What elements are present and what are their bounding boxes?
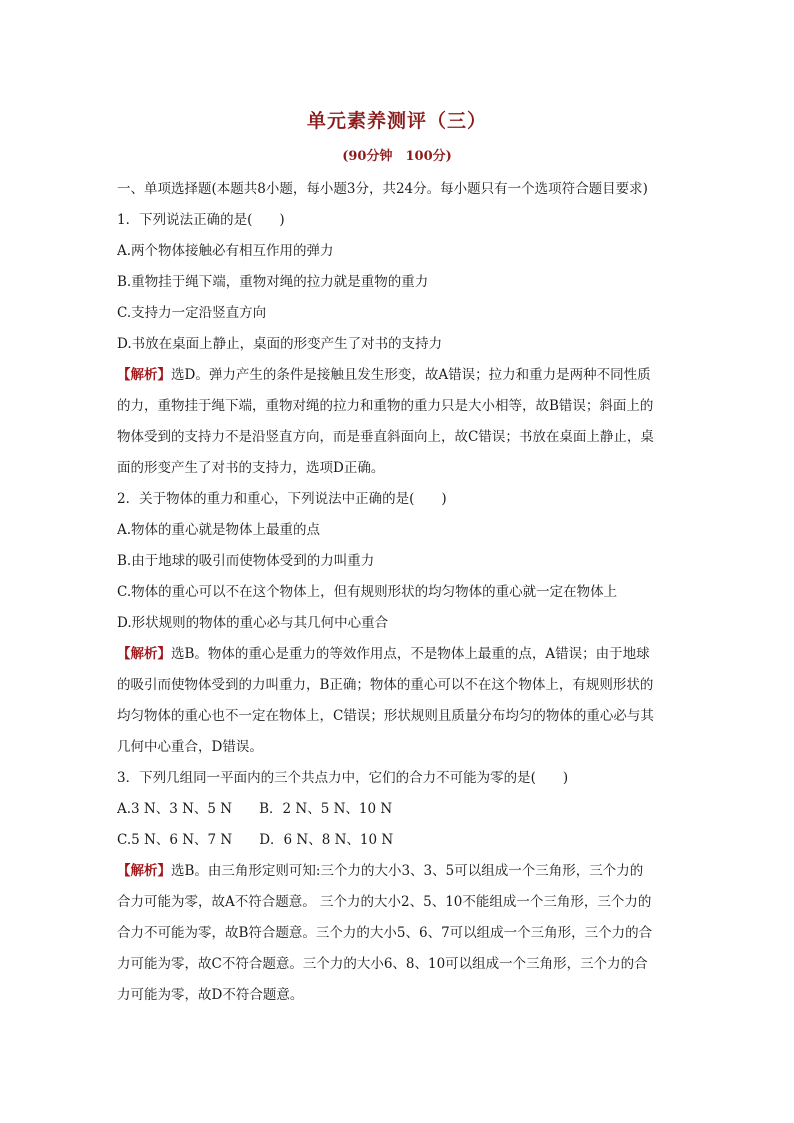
question-3-stem: 3．下列几组同一平面内的三个共点力中，它们的合力不可能为零的是( ) — [117, 770, 569, 786]
question-2-stem: 2．关于物体的重力和重心，下列说法中正确的是( ) — [117, 491, 447, 507]
question-1-option-d: D.书放在桌面上静止，桌面的形变产生了对书的支持力 — [117, 336, 443, 352]
question-1-analysis-line: 的力，重物挂于绳下端，重物对绳的拉力和重物的重力只是大小相等，故B错误；斜面上的 — [117, 398, 654, 414]
question-1-option-a: A.两个物体接触必有相互作用的弹力 — [117, 243, 334, 259]
question-1-analysis-line: 面的形变产生了对书的支持力，选项D正确。 — [117, 460, 385, 476]
question-2-option-b: B.由于地球的吸引而使物体受到的力叫重力 — [117, 553, 375, 569]
document-body — [117, 174, 683, 1011]
page-subtitle: (90分钟 100分) — [342, 149, 452, 164]
analysis-tag: 【解析】 — [117, 863, 171, 879]
question-2 — [117, 484, 683, 763]
question-2-analysis-line — [117, 639, 683, 670]
page-title: 单元素养测评（三） — [306, 110, 487, 132]
question-1 — [117, 205, 683, 484]
analysis-text: 选B。物体的重心是重力的等效作用点，不是物体上最重的点，A错误；由于地球 — [171, 646, 650, 662]
question-2-analysis-line: 均匀物体的重心也不一定在物体上，C错误；形状规则且质量分布均匀的物体的重心必与其 — [117, 708, 654, 724]
question-3-analysis-line — [117, 856, 683, 887]
question-2-option-d: D.形状规则的物体的重心必与其几何中心重合 — [117, 615, 389, 631]
question-3-analysis-line: 力可能为零，故C不符合题意。三个力的大小6、8、10可以组成一个三角形，三个力的合 — [117, 956, 648, 972]
question-3-analysis-line: 力可能为零，故D不符合题意。 — [117, 987, 304, 1003]
question-2-analysis-line: 几何中心重合，D错误。 — [117, 739, 263, 755]
question-1-option-b: B.重物挂于绳下端，重物对绳的拉力就是重物的重力 — [117, 274, 429, 290]
question-3-analysis-line: 合力不可能为零，故B符合题意。三个力的大小5、6、7可以组成一个三角形，三个力的合 — [117, 925, 653, 941]
question-3-options-ab: A.3 N、3 N、5 N B．2 N、5 N、10 N — [117, 801, 393, 817]
question-2-analysis-line: 的吸引而使物体受到的力叫重力，B正确；物体的重心可以不在这个物体上，有规则形状的 — [117, 677, 654, 693]
question-1-analysis-line — [117, 360, 683, 391]
question-1-stem: 1．下列说法正确的是( ) — [117, 212, 285, 228]
question-3-options-cd: C.5 N、6 N、7 N D．6 N、8 N、10 N — [117, 832, 394, 848]
analysis-tag: 【解析】 — [117, 646, 171, 662]
question-3 — [117, 763, 683, 1011]
question-3-analysis-line: 合力可能为零，故A不符合题意。 三个力的大小2、5、10不能组成一个三角形，三个力的 — [117, 894, 652, 910]
analysis-tag: 【解析】 — [117, 367, 171, 383]
section-header: 一、单项选择题(本题共8小题，每小题3分，共24分。每小题只有一个选项符合题目要求) — [117, 181, 648, 197]
analysis-text: 选D。弹力产生的条件是接触且发生形变，故A错误；拉力和重力是两种不同性质 — [171, 367, 651, 383]
question-2-option-a: A.物体的重心就是物体上最重的点 — [117, 522, 321, 538]
question-1-option-c: C.支持力一定沿竖直方向 — [117, 305, 267, 321]
question-1-analysis-line: 物体受到的支持力不是沿竖直方向，而是垂直斜面向上，故C错误；书放在桌面上静止，桌 — [117, 429, 654, 445]
analysis-text: 选B。由三角形定则可知:三个力的大小3、3、5可以组成一个三角形，三个力的 — [171, 863, 644, 879]
question-2-option-c: C.物体的重心可以不在这个物体上，但有规则形状的均匀物体的重心就一定在物体上 — [117, 584, 618, 600]
